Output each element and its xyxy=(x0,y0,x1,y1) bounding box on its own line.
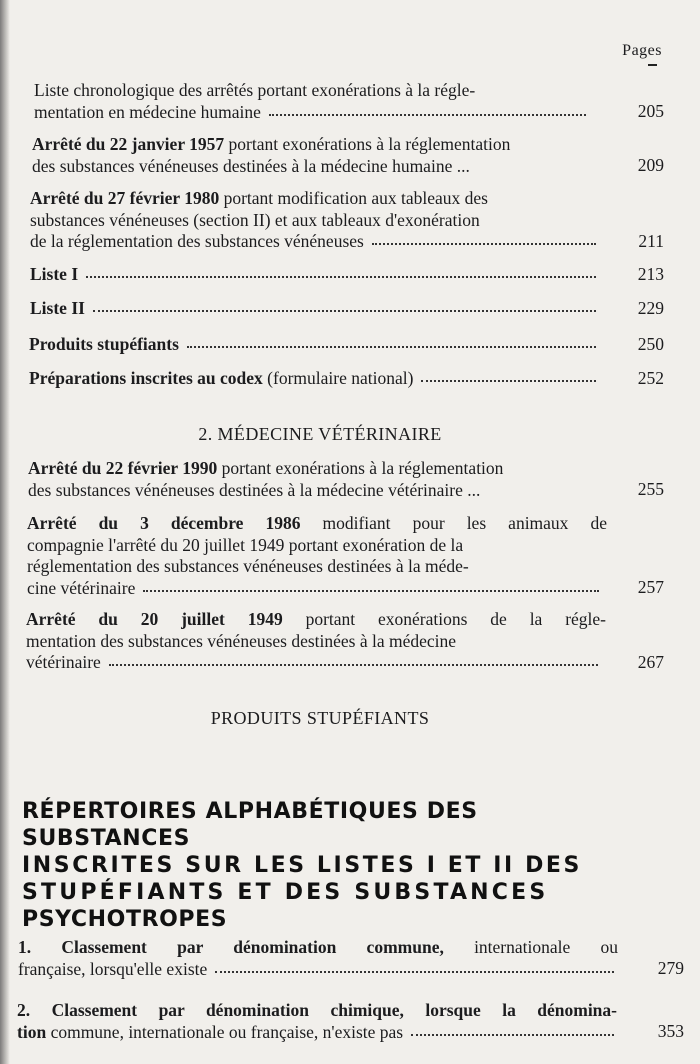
leader-dots xyxy=(372,233,596,247)
pages-underline xyxy=(648,64,657,66)
entry-text: internationale ou xyxy=(443,937,618,957)
entry-title-bold: Liste I xyxy=(30,264,79,284)
entry-title-bold: Préparations inscrites au codex xyxy=(29,368,263,388)
page-number: 255 xyxy=(637,479,664,499)
toc-entry[interactable] xyxy=(30,188,664,253)
toc-entry[interactable] xyxy=(29,334,664,356)
entry-text: portant exonérations de la régle- xyxy=(282,609,606,629)
leader-dots xyxy=(86,266,596,280)
toc-entry-line: française, lorsqu'elle existe xyxy=(18,958,208,979)
page-number: 213 xyxy=(637,264,664,284)
toc-entry[interactable] xyxy=(32,134,664,177)
toc-entry-line: Liste chronologique des arrêtés portant exonérations à la régle- xyxy=(34,80,476,100)
entry-text: portant exonérations à la réglementation xyxy=(217,458,504,478)
toc-entry[interactable] xyxy=(26,609,664,674)
entry-text: modifiant pour les animaux de xyxy=(300,513,607,533)
toc-entry[interactable] xyxy=(29,368,664,390)
entry-title-bold: Arrêté du 3 décembre 1986 xyxy=(27,513,301,533)
toc-entry-line: des substances vénéneuses destinées à la médecine humaine ... xyxy=(32,155,470,176)
entry-title-bold: Arrêté du 20 juillet 1949 xyxy=(26,609,283,629)
toc-entry[interactable] xyxy=(30,298,664,320)
toc-entry-line: mentation des substances vénéneuses destinées à la médecine xyxy=(26,630,457,651)
entry-title-bold: Arrêté du 22 janvier 1957 xyxy=(32,134,225,154)
page-number: 353 xyxy=(657,1021,684,1041)
toc-entry-line: de la réglementation des substances vénéneuses xyxy=(30,231,364,251)
title-line: INSCRITES SUR LES LISTES I ET II DES xyxy=(22,853,583,878)
toc-entry[interactable] xyxy=(17,1000,684,1043)
entry-title-bold: 2. Classement par dénomination chimique, lorsque la dénomina- xyxy=(17,1000,617,1020)
entry-title-bold: Arrêté du 22 février 1990 xyxy=(28,458,218,478)
entry-text: (formulaire national) xyxy=(262,368,414,388)
page-number: 250 xyxy=(637,334,664,354)
toc-entry[interactable] xyxy=(27,513,664,599)
toc-entry-line: vétérinaire xyxy=(26,652,101,672)
page-number: 279 xyxy=(657,958,684,978)
pages-column-header xyxy=(622,42,662,60)
leader-dots xyxy=(421,370,596,384)
entry-title-bold: Liste II xyxy=(30,298,85,318)
entry-text: portant exonérations à la réglementation xyxy=(224,134,511,154)
toc-entry-line: compagnie l'arrêté du 20 juillet 1949 portant exonération de la xyxy=(27,534,464,555)
leader-dots xyxy=(411,1024,614,1038)
page-number: 252 xyxy=(637,368,664,388)
leader-dots xyxy=(143,580,599,594)
entry-title-bold: tion xyxy=(17,1021,47,1042)
page-number: 267 xyxy=(637,652,664,672)
entry-title-bold: Arrêté du 27 février 1980 xyxy=(30,188,220,208)
leader-dots xyxy=(109,654,598,668)
toc-entry-line: des substances vénéneuses destinées à la médecine vétérinaire ... xyxy=(28,479,481,500)
toc-entry[interactable] xyxy=(34,80,664,123)
pages-label: Pages xyxy=(622,42,662,59)
page-number: 211 xyxy=(638,231,664,251)
toc-entry-line: cine vétérinaire xyxy=(27,577,136,598)
entry-title-bold: 1. Classement par dénomination commune, xyxy=(18,937,444,957)
title-line: PSYCHOTROPES xyxy=(22,907,228,932)
page-number: 205 xyxy=(637,101,664,121)
toc-entry-line: mentation en médecine humaine xyxy=(34,101,261,122)
page-binding-shadow xyxy=(0,0,10,1064)
toc-entry-line: commune, internationale ou française, n'existe pas xyxy=(46,1021,404,1042)
leader-dots xyxy=(93,300,596,314)
repertoires-title xyxy=(22,798,622,933)
toc-entry[interactable] xyxy=(30,264,664,286)
page-number: 209 xyxy=(637,155,664,175)
toc-entry-line: substances vénéneuses (section II) et aux tableaux d'exonération xyxy=(30,209,480,230)
title-line: STUPÉFIANTS ET DES SUBSTANCES xyxy=(22,880,549,905)
leader-dots xyxy=(215,961,614,975)
section-heading-stupefiants: PRODUITS STUPÉFIANTS xyxy=(210,708,430,728)
entry-text: portant modification aux tableaux des xyxy=(219,188,488,208)
leader-dots xyxy=(187,336,596,350)
toc-entry[interactable] xyxy=(28,458,664,501)
entry-title-bold: Produits stupéfiants xyxy=(29,334,179,354)
page-number: 257 xyxy=(637,577,664,597)
section-heading-veterinaire: 2. MÉDECINE VÉTÉRINAIRE xyxy=(198,424,442,444)
toc-entry-line: réglementation des substances vénéneuses destinées à la méde- xyxy=(27,556,469,576)
toc-entry[interactable] xyxy=(18,937,684,980)
page-number: 229 xyxy=(637,298,664,318)
leader-dots xyxy=(269,104,586,118)
title-line: RÉPERTOIRES ALPHABÉTIQUES DES SUBSTANCES xyxy=(22,799,478,851)
